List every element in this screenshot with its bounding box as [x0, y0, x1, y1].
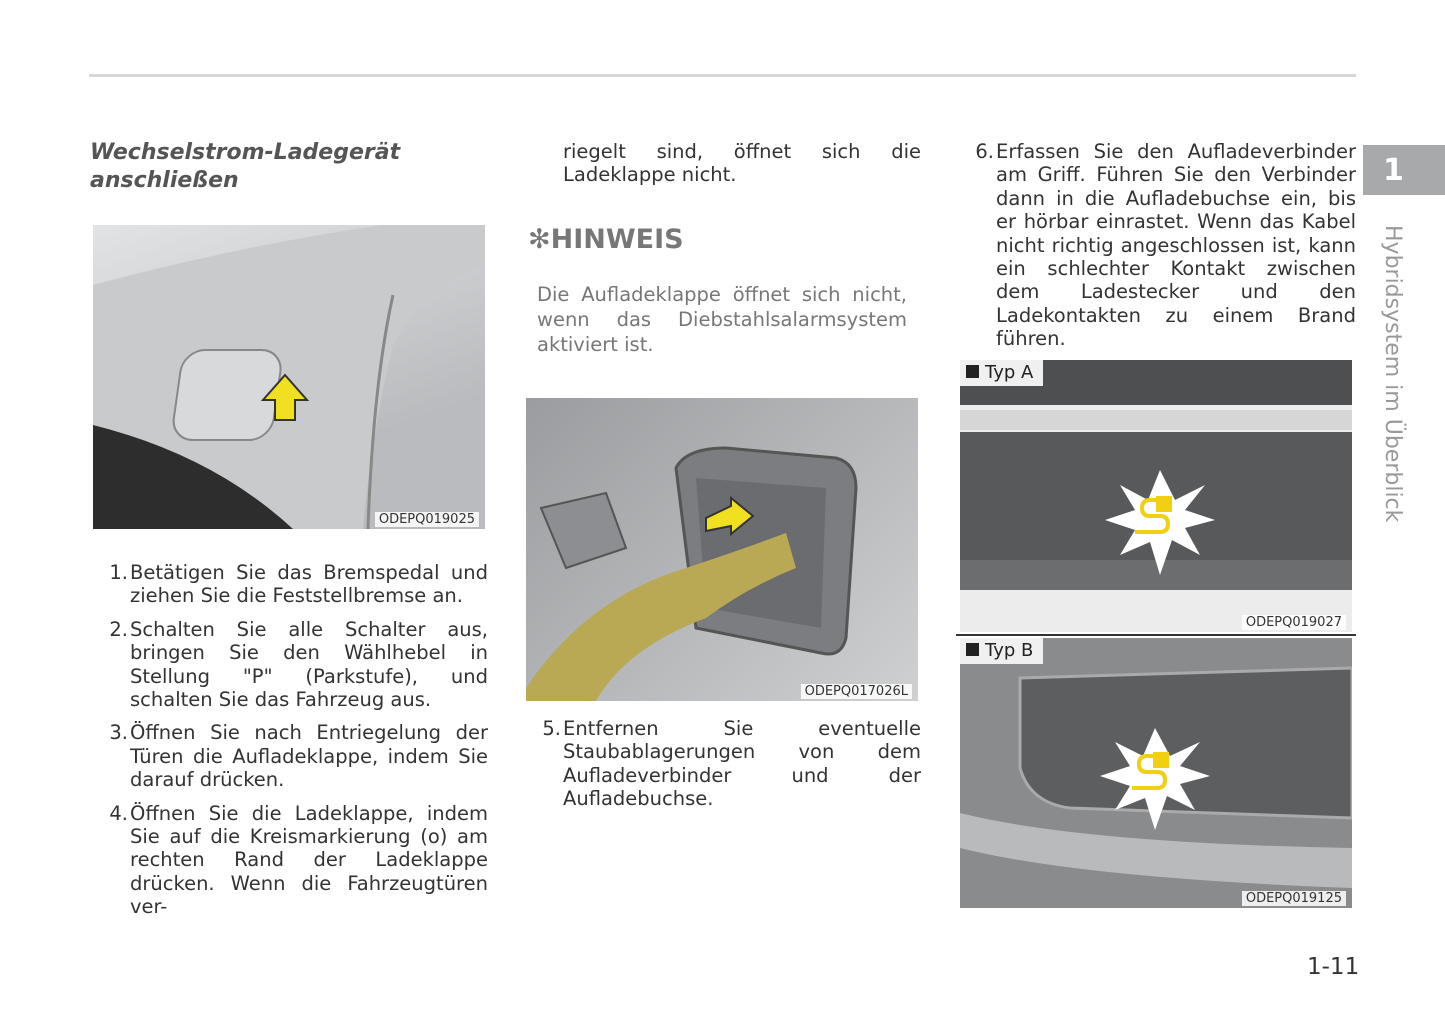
step-6 — [970, 140, 1356, 361]
step-item — [104, 618, 488, 712]
car-illustration — [93, 225, 485, 529]
typ-a-label — [960, 360, 1043, 386]
note-body: Die Aufladeklappe öffnet sich nicht, wenn das Diebstahlsalarmsystem aktiviert ist. — [537, 283, 907, 356]
step-text: Betätigen Sie das Bremspedal und ziehen Sie die Feststellbremse an. — [130, 561, 488, 608]
step-number: 3. — [109, 721, 128, 745]
section-heading — [90, 139, 490, 195]
note-title: HINWEIS — [550, 224, 684, 255]
figure-connector — [526, 398, 918, 701]
step-item — [104, 802, 488, 919]
step-text: Erfassen Sie den Aufladeverbinder am Griff. Führen Sie den Verbinder dann in die Aufladebuchse ein, bis er hörbar einrastet. Wenn das Kabel nicht richtig angeschlossen ist, kann ein schlechter Kontakt zwischen dem Ladestecker und den Ladekontakten zu einem Brand führen. — [996, 140, 1356, 351]
step-number: 4. — [109, 801, 128, 825]
header-rule — [89, 74, 1356, 77]
step-number: 2. — [109, 617, 128, 641]
step-item — [537, 717, 921, 811]
figure-code: ODEPQ019025 — [375, 512, 479, 527]
connector-illustration — [526, 398, 918, 701]
step-5 — [537, 717, 921, 821]
figure-typ-a — [960, 360, 1352, 632]
step-number: 1. — [109, 561, 128, 584]
page-number: 1-11 — [1307, 954, 1360, 980]
heading-line-2: anschließen — [90, 168, 239, 193]
square-bullet-icon — [966, 365, 979, 378]
charge-indicator-typ-a — [960, 360, 1352, 632]
step-text: Öffnen Sie nach Entriegelung der Türen die Aufladeklappe, indem Sie darauf drücken. — [130, 721, 488, 792]
heading-line-1: Wechselstrom-Ladegerät — [90, 140, 401, 165]
typ-label-text: Typ B — [985, 640, 1034, 661]
chapter-tab[interactable]: 1 — [1363, 145, 1445, 195]
figure-code: ODEPQ019027 — [1242, 615, 1346, 630]
square-bullet-icon — [966, 643, 979, 656]
chapter-title: Hybridsystem im Überblick — [1380, 225, 1405, 523]
typ-b-label — [960, 638, 1043, 664]
step-item — [970, 140, 1356, 351]
figure-typ-b — [960, 638, 1352, 908]
charge-indicator-typ-b — [960, 638, 1352, 908]
figure-charging-flap — [93, 225, 485, 529]
asterisk-icon: ✻ — [528, 224, 551, 255]
continuation-text: riegelt sind, öffnet sich die Ladeklappe nicht. — [563, 140, 921, 187]
figure-divider — [956, 634, 1356, 636]
step-text: Öffnen Sie die Ladeklappe, indem Sie auf die Kreismarkierung (o) am rechten Rand der Ladeklappe drücken. Wenn die Fahrzeugtüren ver- — [130, 801, 488, 919]
step-text: Entfernen Sie eventuelle Staubablagerungen von dem Aufladeverbinder und der Aufladebuchse. — [563, 717, 921, 811]
step-item — [104, 561, 488, 608]
figure-code: ODEPQ017026L — [801, 684, 912, 699]
step-number: 6. — [975, 140, 994, 163]
step-text: Schalten Sie alle Schalter aus, bringen Sie den Wählhebel in Stellung "P" (Parkstufe), und schalten Sie das Fahrzeug aus. — [130, 617, 488, 712]
steps-list-left — [104, 561, 488, 929]
step-number: 5. — [542, 717, 561, 740]
note-heading — [528, 224, 684, 255]
typ-label-text: Typ A — [985, 362, 1034, 383]
step-item — [104, 721, 488, 791]
figure-code: ODEPQ019125 — [1242, 891, 1346, 906]
